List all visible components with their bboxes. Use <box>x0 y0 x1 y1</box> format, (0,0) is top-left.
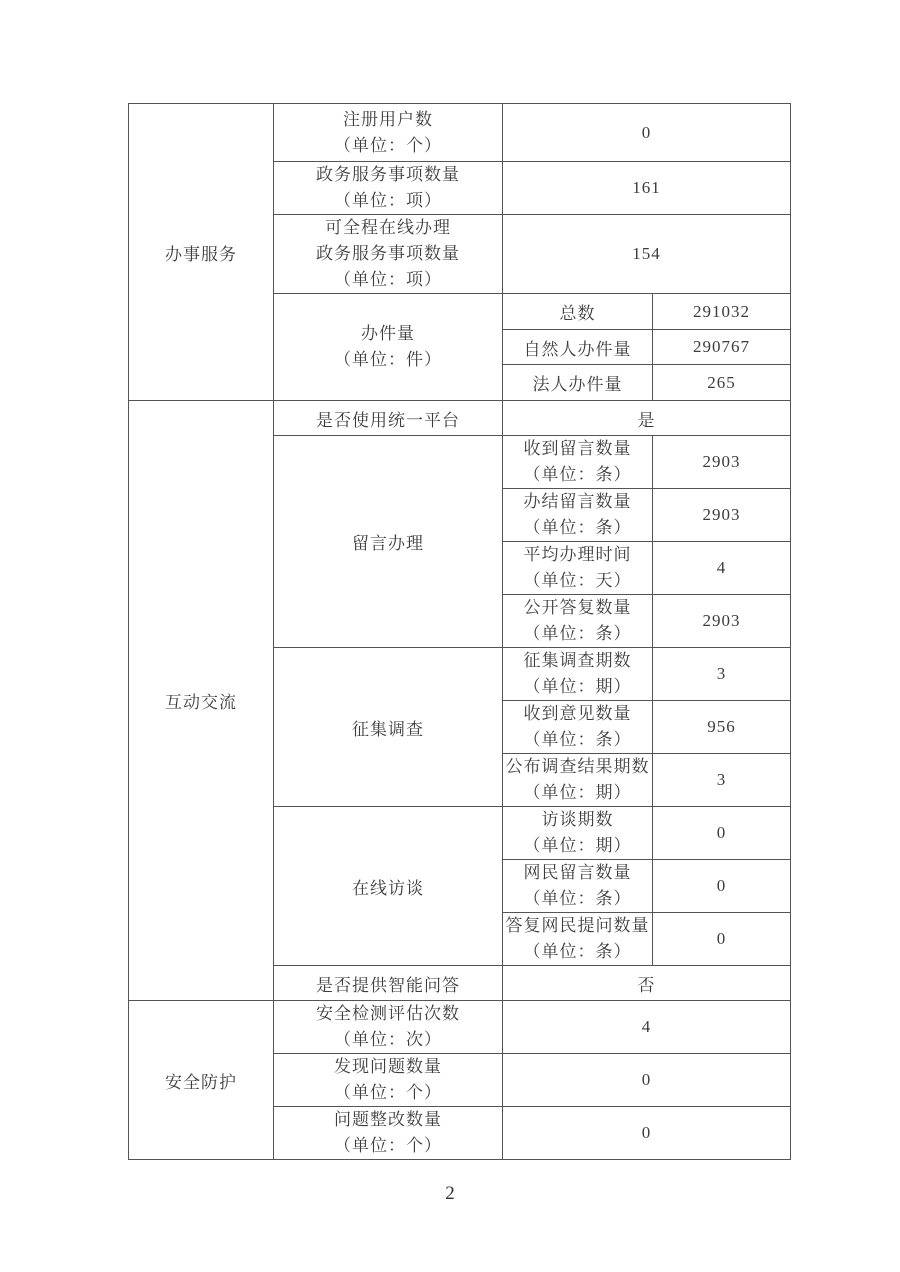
item-label-cell <box>274 1107 503 1160</box>
sub-unit-line: （单位：条） <box>523 624 632 643</box>
item-label-cell <box>274 104 503 162</box>
item-unit-line: （单位：个） <box>334 1083 442 1102</box>
item-label-line: 安全检测评估次数 <box>316 1004 460 1023</box>
sub-value-cell: 956 <box>653 701 791 754</box>
sub-value-cell: 4 <box>653 542 791 595</box>
item-label-line: 可全程在线办理 <box>325 218 451 237</box>
sub-label-cell <box>503 807 653 860</box>
sub-label-cell: 自然人办件量 <box>503 330 653 365</box>
value-cell: 0 <box>503 1054 791 1107</box>
sub-label-cell <box>503 436 653 489</box>
sub-label-line: 平均办理时间 <box>523 545 632 564</box>
item-label-cell <box>274 1054 503 1107</box>
item-label-cell-group <box>274 294 503 401</box>
value-cell: 154 <box>503 215 791 294</box>
sub-value-cell: 0 <box>653 807 791 860</box>
sub-label-line: 公开答复数量 <box>523 598 632 617</box>
sub-value-cell: 0 <box>653 913 791 966</box>
item-label-cell: 是否使用统一平台 <box>274 401 503 436</box>
sub-value-cell: 291032 <box>653 294 791 330</box>
sub-value-cell: 0 <box>653 860 791 913</box>
item-label-cell <box>274 162 503 215</box>
sub-label-cell: 法人办件量 <box>503 365 653 401</box>
item-unit-line: （单位：次） <box>334 1030 442 1049</box>
item-unit-line: （单位：件） <box>334 350 442 369</box>
sub-unit-line: （单位：条） <box>523 942 632 961</box>
item-label-line: 办件量 <box>361 324 415 343</box>
item-unit-line: （单位：项） <box>334 191 442 210</box>
value-cell: 0 <box>503 1107 791 1160</box>
sub-label-cell <box>503 489 653 542</box>
sub-label-line: 答复网民提问数量 <box>505 916 650 935</box>
statistics-table <box>128 103 791 1160</box>
sub-label-cell <box>503 754 653 807</box>
value-cell: 161 <box>503 162 791 215</box>
value-cell: 否 <box>503 966 791 1001</box>
sub-unit-line: （单位：条） <box>523 889 632 908</box>
item-label-cell <box>274 1001 503 1054</box>
sub-unit-line: （单位：期） <box>523 836 632 855</box>
item-label-line: 问题整改数量 <box>334 1110 442 1129</box>
sub-value-cell: 265 <box>653 365 791 401</box>
category-cell-interaction: 互动交流 <box>129 401 274 1001</box>
sub-unit-line: （单位：期） <box>523 677 632 696</box>
sub-label-cell <box>503 542 653 595</box>
sub-label-cell <box>503 701 653 754</box>
item-label-line: 发现问题数量 <box>334 1057 442 1076</box>
item-label-cell <box>274 215 503 294</box>
item-label-cell: 是否提供智能问答 <box>274 966 503 1001</box>
item-label-cell-group: 留言办理 <box>274 436 503 648</box>
sub-label-cell <box>503 648 653 701</box>
table-row <box>129 401 791 436</box>
sub-label-line: 公布调查结果期数 <box>505 757 650 776</box>
item-unit-line: （单位：个） <box>334 1136 442 1155</box>
item-label-cell-group: 征集调查 <box>274 648 503 807</box>
sub-label-line: 收到意见数量 <box>523 704 632 723</box>
sub-label-cell <box>503 913 653 966</box>
page-number: 2 <box>445 1183 455 1204</box>
item-unit-line: （单位：个） <box>334 135 442 155</box>
sub-label-cell <box>503 595 653 648</box>
sub-value-cell: 2903 <box>653 595 791 648</box>
sub-label-line: 办结留言数量 <box>523 492 632 511</box>
sub-label-line: 访谈期数 <box>541 810 614 829</box>
item-label-line: 注册用户数 <box>343 109 433 129</box>
category-cell-service: 办事服务 <box>129 104 274 401</box>
value-cell: 是 <box>503 401 791 436</box>
table-row <box>129 104 791 162</box>
sub-label-cell: 总数 <box>503 294 653 330</box>
sub-label-line: 网民留言数量 <box>523 863 632 882</box>
item-label-line: 政务服务事项数量 <box>316 165 460 184</box>
sub-unit-line: （单位：天） <box>523 571 632 590</box>
sub-unit-line: （单位：期） <box>523 783 632 802</box>
sub-label-line: 收到留言数量 <box>523 439 632 458</box>
value-cell: 4 <box>503 1001 791 1054</box>
table-row <box>129 1001 791 1054</box>
sub-label-cell <box>503 860 653 913</box>
sub-unit-line: （单位：条） <box>523 465 632 484</box>
value-cell: 0 <box>503 104 791 162</box>
sub-value-cell: 3 <box>653 648 791 701</box>
sub-value-cell: 3 <box>653 754 791 807</box>
sub-unit-line: （单位：条） <box>523 730 632 749</box>
item-label-line: 政务服务事项数量 <box>316 244 460 263</box>
sub-value-cell: 2903 <box>653 489 791 542</box>
item-label-cell-group: 在线访谈 <box>274 807 503 966</box>
sub-unit-line: （单位：条） <box>523 518 632 537</box>
sub-value-cell: 2903 <box>653 436 791 489</box>
sub-label-line: 征集调查期数 <box>523 651 632 670</box>
sub-value-cell: 290767 <box>653 330 791 365</box>
item-unit-line: （单位：项） <box>334 270 442 289</box>
category-cell-security: 安全防护 <box>129 1001 274 1160</box>
